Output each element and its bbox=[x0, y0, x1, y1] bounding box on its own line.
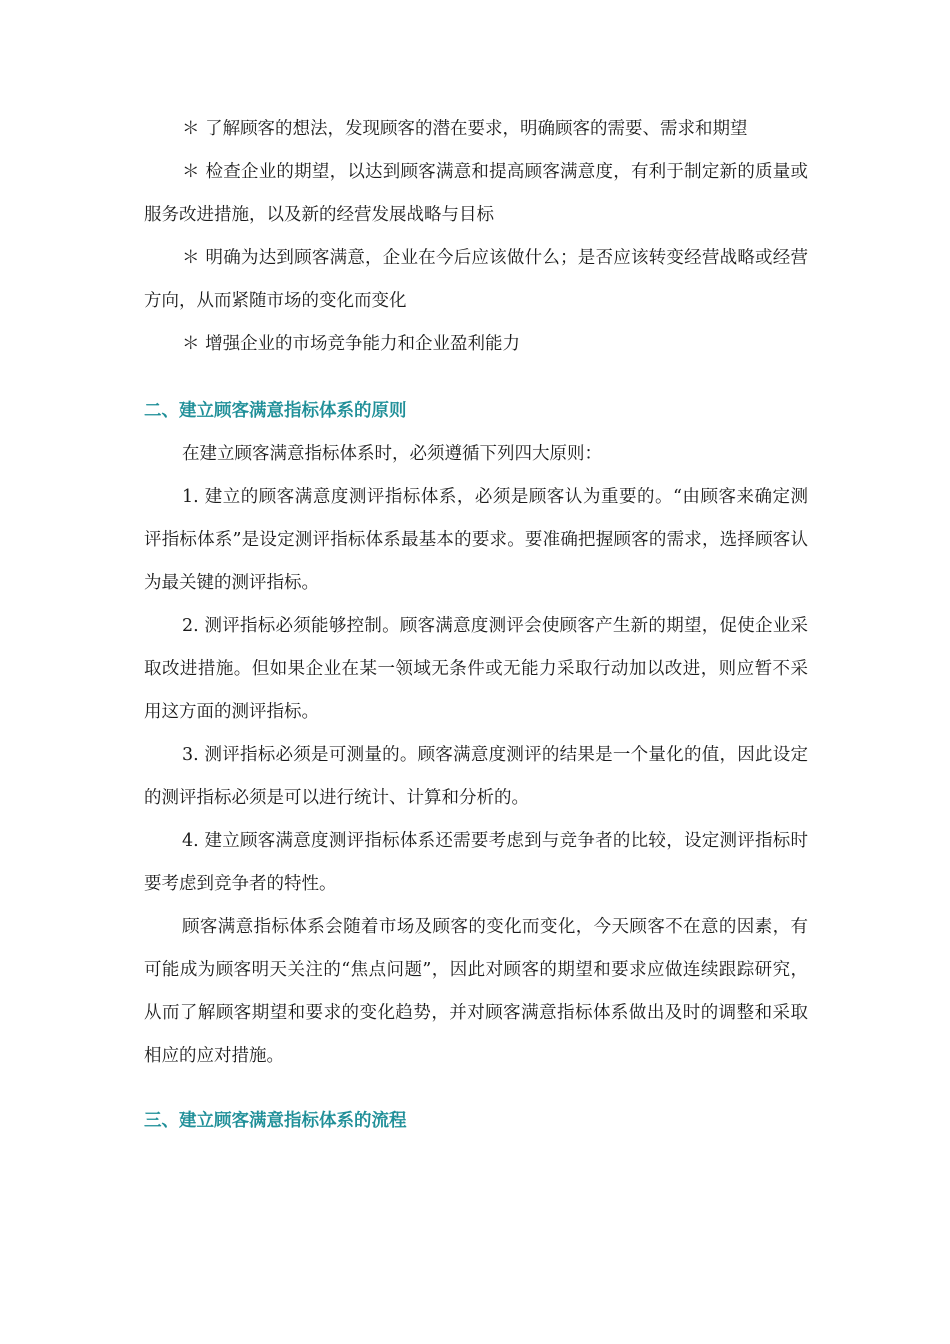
principle-item: 4. 建立顾客满意度测评指标体系还需要考虑到与竞争者的比较，设定测评指标时要考虑到竞争者的特性。 bbox=[144, 831, 808, 894]
section-heading-process: 三、建立顾客满意指标体系的流程 bbox=[144, 1111, 407, 1131]
bullet-item: ＊ 明确为达到顾客满意，企业在今后应该做什么；是否应该转变经营战略或经营方向，从而紧随市场的变化而变化 bbox=[144, 248, 808, 311]
bullet-item: ＊ 了解顾客的想法，发现顾客的潜在要求，明确顾客的需要、需求和期望 bbox=[182, 119, 748, 139]
document-page bbox=[144, 108, 808, 1143]
principle-item: 1. 建立的顾客满意度测评指标体系，必须是顾客认为重要的。“由顾客来确定测评指标体系”是设定测评指标体系最基本的要求。要准确把握顾客的需求，选择顾客认为最关键的测评指标。 bbox=[144, 487, 808, 593]
principle-list bbox=[144, 476, 808, 906]
principle-item: 3. 测评指标必须是可测量的。顾客满意度测评的结果是一个量化的值，因此设定的测评指标必须是可以进行统计、计算和分析的。 bbox=[144, 745, 808, 808]
bullet-item: ＊ 增强企业的市场竞争能力和企业盈利能力 bbox=[182, 334, 521, 354]
section-heading-principles: 二、建立顾客满意指标体系的原则 bbox=[144, 401, 407, 421]
principle-item: 2. 测评指标必须能够控制。顾客满意度测评会使顾客产生新的期望，促使企业采取改进措施。但如果企业在某一领域无条件或无能力采取行动加以改进，则应暂不采用这方面的测评指标。 bbox=[144, 616, 808, 722]
closing-paragraph: 顾客满意指标体系会随着市场及顾客的变化而变化，今天顾客不在意的因素，有可能成为顾客明天关注的“焦点问题”，因此对顾客的期望和要求应做连续跟踪研究，从而了解顾客期望和要求的变化趋势，并对顾客满意指标体系做出及时的调整和采取相应的应对措施。 bbox=[144, 917, 808, 1066]
bullet-list bbox=[144, 108, 808, 366]
bullet-item: ＊ 检查企业的期望，以达到顾客满意和提高顾客满意度，有利于制定新的质量或服务改进措施，以及新的经营发展战略与目标 bbox=[144, 162, 808, 225]
section-intro: 在建立顾客满意指标体系时，必须遵循下列四大原则： bbox=[182, 444, 602, 464]
